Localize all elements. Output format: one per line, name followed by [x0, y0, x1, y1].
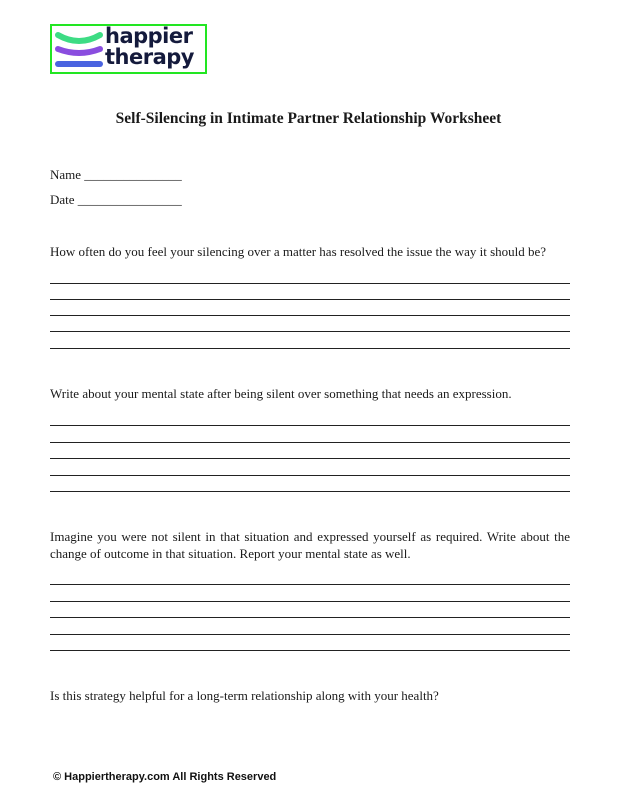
- answer-line[interactable]: [50, 442, 570, 443]
- answer-line[interactable]: [50, 299, 570, 300]
- answer-line[interactable]: [50, 331, 570, 332]
- logo-line-1: happier: [105, 24, 193, 48]
- worksheet-title: Self-Silencing in Intimate Partner Relationship Worksheet: [115, 110, 502, 127]
- question-2: Write about your mental state after being silent over something that needs an expression.: [50, 386, 512, 401]
- answer-line[interactable]: [50, 458, 570, 459]
- question-3: Imagine you were not silent in that situation and expressed yourself as required. Write about the change of outcome in that situation. Report your mental state as well.: [50, 529, 570, 561]
- answer-line[interactable]: [50, 650, 570, 651]
- date-label: Date: [50, 192, 75, 207]
- name-blank[interactable]: _______________: [84, 167, 182, 182]
- answer-line[interactable]: [50, 475, 570, 476]
- answer-line[interactable]: [50, 601, 570, 602]
- logo-wordmark: [105, 26, 194, 68]
- date-blank[interactable]: ________________: [77, 192, 182, 207]
- answer-line[interactable]: [50, 617, 570, 618]
- name-field[interactable]: [50, 167, 182, 183]
- happier-therapy-logo-icon: [54, 29, 104, 71]
- answer-line[interactable]: [50, 425, 570, 426]
- logo-line-2: therapy: [105, 45, 194, 69]
- happier-therapy-logo: [50, 24, 207, 74]
- answer-line[interactable]: [50, 584, 570, 585]
- question-1: How often do you feel your silencing over a matter has resolved the issue the way it should be?: [50, 244, 547, 259]
- date-field[interactable]: [50, 192, 182, 208]
- answer-line[interactable]: [50, 315, 570, 316]
- answer-line[interactable]: [50, 634, 570, 635]
- question-4: Is this strategy helpful for a long-term relationship along with your health?: [50, 688, 439, 703]
- answer-line[interactable]: [50, 491, 570, 492]
- answer-line[interactable]: [50, 283, 570, 284]
- name-label: Name: [50, 167, 82, 182]
- answer-line[interactable]: [50, 348, 570, 349]
- copyright-footer: © Happiertherapy.com All Rights Reserved: [53, 771, 277, 783]
